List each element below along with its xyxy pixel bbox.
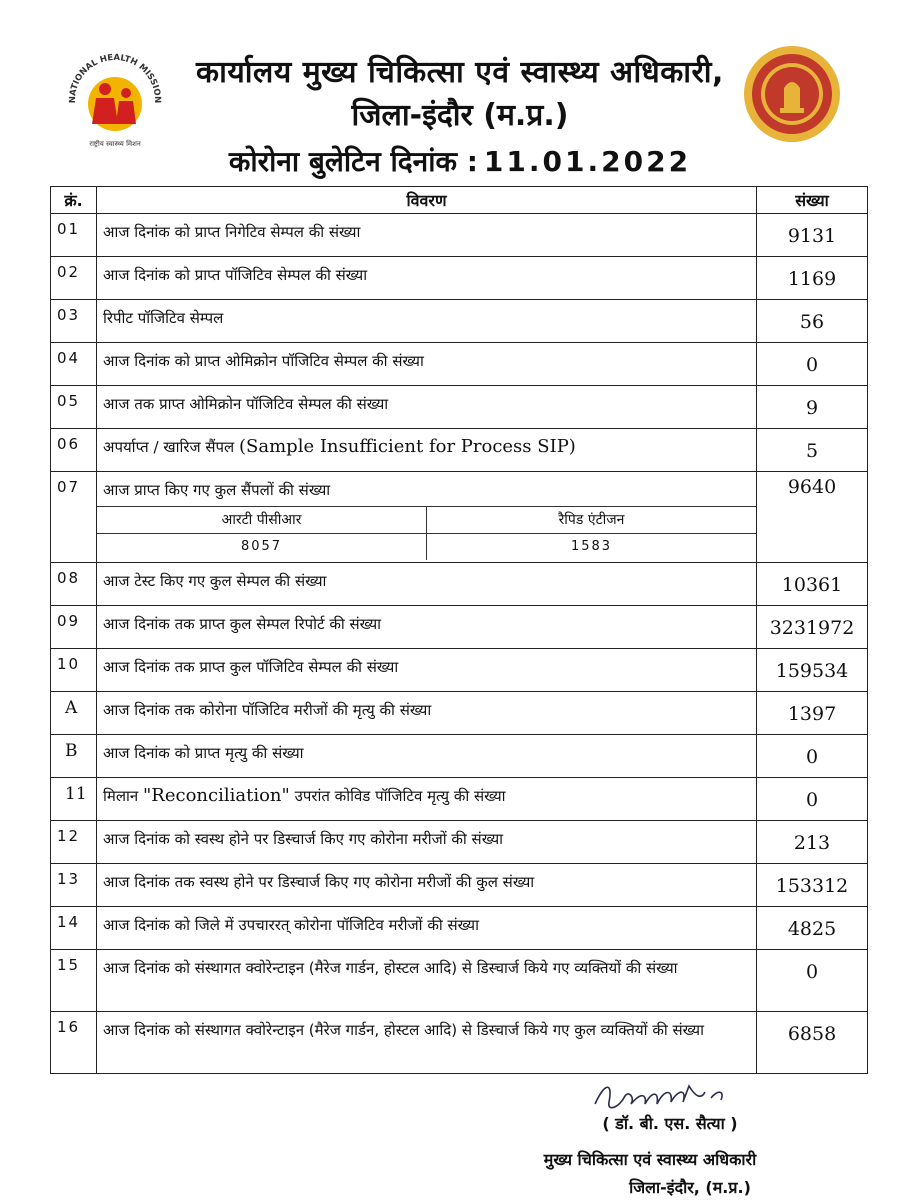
table-row	[51, 606, 868, 649]
row-description: आज दिनांक को संस्थागत क्वोरेन्टाइन (मैरेज गार्डन, होस्टल आदि) से डिस्चार्ज किये गए व्यक्तियों की संख्या	[97, 950, 757, 1012]
table-row	[51, 300, 868, 343]
row-sno: 15	[51, 950, 97, 1012]
row-description: आज दिनांक को प्राप्त मृत्यु की संख्या	[97, 735, 757, 778]
row-description: आज दिनांक तक कोरोना पॉजिटिव मरीजों की मृत्यु की संख्या	[97, 692, 757, 735]
table-row	[51, 386, 868, 429]
row-description: आज दिनांक को प्राप्त निगेटिव सेम्पल की संख्या	[97, 214, 757, 257]
row-count: 0	[757, 778, 868, 821]
row-description: आज टेस्ट किए गए कुल सेम्पल की संख्या	[97, 563, 757, 606]
signatory-designation: मुख्य चिकित्सा एवं स्वास्थ्य अधिकारी	[543, 1150, 757, 1169]
bulletin-date: 11.01.2022	[483, 145, 692, 178]
row-sno: 11	[51, 778, 97, 821]
row-count: 9640	[757, 472, 868, 563]
rtpcr-value: 8057	[97, 534, 427, 561]
row-sno: 01	[51, 214, 97, 257]
header-sno: क्रं.	[51, 187, 97, 214]
row-sno: 05	[51, 386, 97, 429]
row-description	[97, 778, 757, 821]
rat-value: 1583	[427, 534, 757, 561]
row-count: 1397	[757, 692, 868, 735]
row-count: 9	[757, 386, 868, 429]
row-description	[97, 472, 757, 563]
row-sno: 07	[51, 472, 97, 563]
row-description: रिपीट पॉजिटिव सेम्पल	[97, 300, 757, 343]
district-title: जिला-इंदौर (म.प्र.)	[351, 98, 569, 133]
table-row	[51, 429, 868, 472]
row-sno: 13	[51, 864, 97, 907]
row-description: आज दिनांक को प्राप्त पॉजिटिव सेम्पल की संख्या	[97, 257, 757, 300]
mp-emblem-icon	[742, 44, 842, 144]
table-row	[51, 214, 868, 257]
sample-breakdown-table	[97, 506, 756, 560]
row-description-english: (Sample Insufficient for Process SIP)	[239, 436, 576, 457]
table-row	[51, 821, 868, 864]
row-description: आज दिनांक तक प्राप्त कुल पॉजिटिव सेम्पल की संख्या	[97, 649, 757, 692]
row-description-hindi-post: उपरांत कोविड पॉजिटिव मृत्यु की संख्या	[294, 787, 506, 805]
bulletin-table	[50, 186, 868, 1074]
row-count: 0	[757, 343, 868, 386]
nhm-logo-tagline: राष्ट्रीय स्वास्थ्य मिशन	[89, 140, 141, 148]
header-count: संख्या	[757, 187, 868, 214]
row-count: 153312	[757, 864, 868, 907]
header-description: विवरण	[97, 187, 757, 214]
row-count: 0	[757, 735, 868, 778]
row-count: 213	[757, 821, 868, 864]
row-sno: 10	[51, 649, 97, 692]
row-count: 10361	[757, 563, 868, 606]
table-row	[51, 778, 868, 821]
row-count: 6858	[757, 1012, 868, 1074]
row-sno: 03	[51, 300, 97, 343]
table-row	[51, 472, 868, 563]
row-sno: 09	[51, 606, 97, 649]
row-description: आज दिनांक तक प्राप्त कुल सेम्पल रिपोर्ट की संख्या	[97, 606, 757, 649]
row-description	[97, 429, 757, 472]
row-description: आज दिनांक को स्वस्थ होने पर डिस्चार्ज किए गए कोरोना मरीजों की संख्या	[97, 821, 757, 864]
row-count: 159534	[757, 649, 868, 692]
rtpcr-label: आरटी पीसीआर	[97, 507, 427, 534]
row-description: आज दिनांक तक स्वस्थ होने पर डिस्चार्ज किए गए कोरोना मरीजों की कुल संख्या	[97, 864, 757, 907]
table-row	[51, 257, 868, 300]
signatory-name: ( डॉ. बी. एस. सैत्या )	[602, 1114, 738, 1133]
row-count: 56	[757, 300, 868, 343]
table-row	[51, 649, 868, 692]
row-count: 4825	[757, 907, 868, 950]
row-count: 1169	[757, 257, 868, 300]
bulletin-label: कोरोना बुलेटिन दिनांक :	[228, 145, 478, 178]
row-description: आज दिनांक को संस्थागत क्वोरेन्टाइन (मैरेज गार्डन, होस्टल आदि) से डिस्चार्ज किये गए कुल व्यक्तियों की संख्या	[97, 1012, 757, 1074]
row-description-hindi-pre: मिलान	[103, 787, 139, 805]
office-title: कार्यालय मुख्य चिकित्सा एवं स्वास्थ्य अधिकारी,	[196, 55, 724, 90]
table-row	[51, 563, 868, 606]
table-row	[51, 950, 868, 1012]
row-sno: 02	[51, 257, 97, 300]
nhm-logo-text: NATIONAL HEALTH MISSION	[67, 52, 163, 104]
row-sno: 06	[51, 429, 97, 472]
row-description-hindi: अपर्याप्त / खारिज सैंपल	[103, 438, 235, 456]
row-sno: 14	[51, 907, 97, 950]
row-description-text: आज प्राप्त किए गए कुल सैंपलों की संख्या	[103, 481, 331, 499]
row-sno: 16	[51, 1012, 97, 1074]
table-row	[51, 343, 868, 386]
row-description: आज दिनांक को प्राप्त ओमिक्रोन पॉजिटिव सेम्पल की संख्या	[97, 343, 757, 386]
table-row	[51, 692, 868, 735]
bulletin-title	[150, 142, 770, 180]
row-sno: 08	[51, 563, 97, 606]
row-count: 9131	[757, 214, 868, 257]
table-row	[51, 735, 868, 778]
nhm-logo-icon	[60, 42, 170, 152]
row-count: 0	[757, 950, 868, 1012]
table-row	[51, 907, 868, 950]
row-sno: 04	[51, 343, 97, 386]
row-description: आज तक प्राप्त ओमिक्रोन पॉजिटिव सेम्पल की संख्या	[97, 386, 757, 429]
table-header-row	[51, 187, 868, 214]
row-count: 5	[757, 429, 868, 472]
signatory-place: जिला-इंदौर, (म.प्र.)	[629, 1178, 751, 1197]
row-description-english: "Reconciliation"	[143, 785, 290, 806]
row-sno: 12	[51, 821, 97, 864]
row-description: आज दिनांक को जिले में उपचाररत् कोरोना पॉजिटिव मरीजों की संख्या	[97, 907, 757, 950]
bulletin-header	[0, 0, 917, 185]
rat-label: रैपिड एंटीजन	[427, 507, 757, 534]
row-sno: B	[51, 735, 97, 778]
table-row	[51, 1012, 868, 1074]
table-row	[51, 864, 868, 907]
row-count: 3231972	[757, 606, 868, 649]
row-sno: A	[51, 692, 97, 735]
